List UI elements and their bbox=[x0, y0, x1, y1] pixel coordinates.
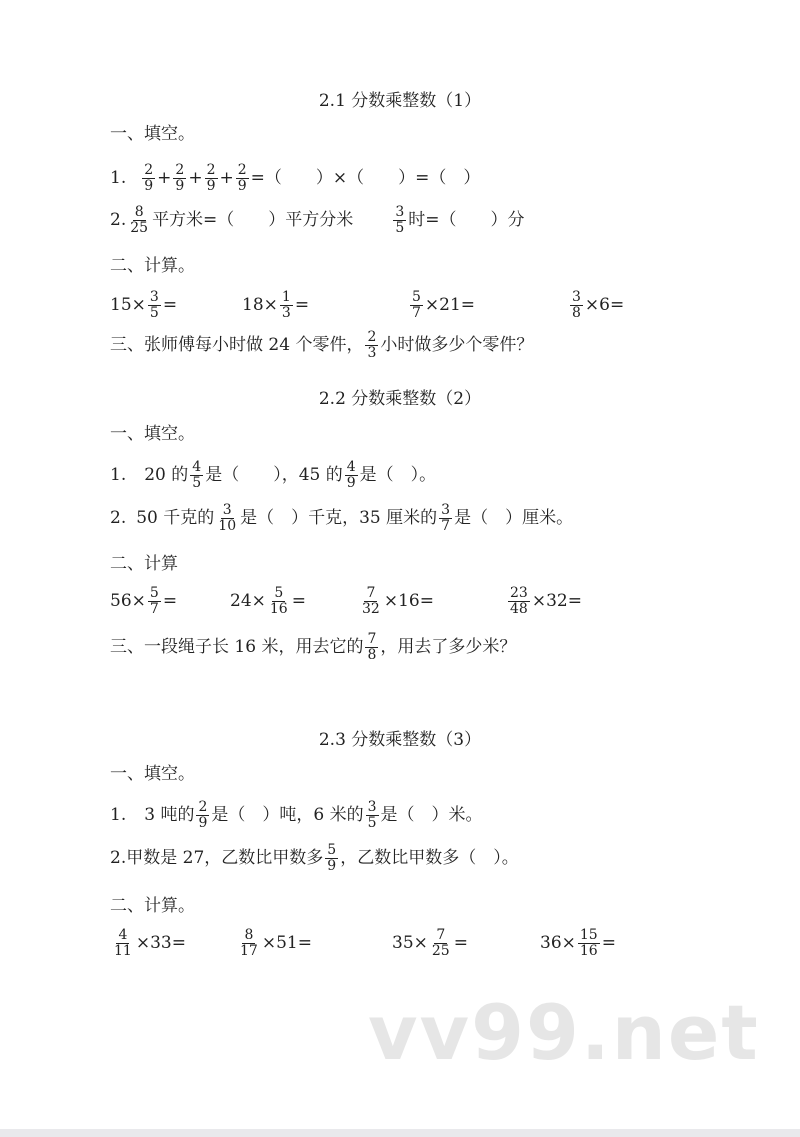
calc-item: 24× $\frac{5}{16}$ = bbox=[230, 585, 306, 617]
fraction: $\frac{2}{9}$ bbox=[206, 162, 216, 194]
question-2: 2. $\frac{8}{25}$ 平方米=（ ）平方分米 $\frac{3}{5}$ 时=（ ）分 bbox=[110, 204, 525, 236]
fraction: $\frac{5}{7}$ bbox=[412, 289, 421, 321]
calc-item: $\frac{23}{48}$ ×32= bbox=[510, 585, 582, 617]
question-1: 1. $\frac{2}{9}$ + $\frac{2}{9}$ + $\frac{2}{9}$ + $\frac{2}{9}$ =（ ）×（ ）=（ ） bbox=[110, 162, 481, 194]
fraction: $\frac{3}{5}$ bbox=[149, 289, 159, 321]
calc-item: 56× $\frac{5}{7}$ = bbox=[110, 585, 178, 617]
calc-item: $\frac{7}{32}$ ×16= bbox=[362, 585, 434, 617]
fraction: $\frac{3}{8}$ bbox=[572, 289, 581, 321]
fraction: $\frac{8}{25}$ bbox=[130, 204, 149, 236]
fraction: $\frac{2}{9}$ bbox=[144, 162, 154, 194]
question-number: 2. bbox=[110, 847, 127, 868]
fraction: $\frac{5}{7}$ bbox=[149, 585, 159, 617]
calc-item: 18× $\frac{1}{3}$ = bbox=[242, 289, 310, 321]
answer-blanks: =（ ）×（ ）=（ ） bbox=[250, 167, 481, 188]
section-title: 2.3 分数乘整数（3） bbox=[318, 730, 482, 750]
calc-item: 36× $\frac{15}{16}$ = bbox=[540, 927, 616, 959]
fill-in-heading: 一、填空。 bbox=[110, 424, 195, 444]
word-problem: 三、一段绳子长 16 米，用去它的 $\frac{7}{8}$ ，用去了多少米？ bbox=[110, 631, 517, 663]
section-title: 2.2 分数乘整数（2） bbox=[318, 389, 482, 409]
question-number: 2. bbox=[110, 507, 127, 528]
question-1: 1. 20 的 $\frac{4}{5}$ 是（ ），45 的 $\frac{4}{9}$ 是（ ）。 bbox=[110, 459, 437, 491]
question-2: 2. 50 千克的 $\frac{3}{10}$ 是（ ）千克，35 厘米的 $\frac{3}{7}$ 是（ ）厘米。 bbox=[110, 502, 574, 534]
fraction: $\frac{2}{9}$ bbox=[237, 162, 247, 194]
page-bottom-edge bbox=[0, 1129, 800, 1137]
watermark: vv99.net bbox=[368, 988, 760, 1077]
fraction: $\frac{2}{3}$ bbox=[367, 329, 377, 361]
calc-heading: 二、计算。 bbox=[110, 896, 195, 916]
fraction: $\frac{7}{8}$ bbox=[367, 631, 377, 663]
fraction: $\frac{7}{25}$ bbox=[431, 927, 450, 959]
fraction: $\frac{23}{48}$ bbox=[510, 585, 528, 617]
fraction: $\frac{2}{9}$ bbox=[175, 162, 185, 194]
fraction: $\frac{5}{9}$ bbox=[327, 842, 337, 874]
fraction: $\frac{4}{5}$ bbox=[192, 459, 202, 491]
calc-heading: 二、计算 bbox=[110, 554, 178, 574]
fraction: $\frac{3}{7}$ bbox=[441, 502, 451, 534]
calc-item: $\frac{4}{11}$ ×33= bbox=[114, 927, 186, 959]
fraction: $\frac{5}{16}$ bbox=[269, 585, 288, 617]
calc-item: $\frac{5}{7}$ ×21= bbox=[412, 289, 476, 321]
question-2: 2. 甲数是 27，乙数比甲数多 $\frac{5}{9}$ ，乙数比甲数多（ ）。 bbox=[110, 842, 519, 874]
question-number: 2. bbox=[110, 209, 127, 230]
fraction: $\frac{4}{11}$ bbox=[114, 927, 132, 959]
fraction: $\frac{3}{5}$ bbox=[367, 799, 377, 831]
calc-item: $\frac{3}{8}$ ×6= bbox=[572, 289, 625, 321]
question-number: 1. bbox=[110, 167, 127, 188]
fill-in-heading: 一、填空。 bbox=[110, 124, 195, 144]
fraction: $\frac{7}{32}$ bbox=[362, 585, 380, 617]
calc-item: $\frac{8}{17}$ ×51= bbox=[240, 927, 312, 959]
calc-item: 15× $\frac{3}{5}$ = bbox=[110, 289, 178, 321]
fraction: $\frac{15}{16}$ bbox=[579, 927, 598, 959]
fraction: $\frac{4}{9}$ bbox=[346, 459, 356, 491]
fraction: $\frac{2}{9}$ bbox=[198, 799, 208, 831]
section-title: 2.1 分数乘整数（1） bbox=[318, 91, 482, 111]
question-1: 1. 3 吨的 $\frac{2}{9}$ 是（ ）吨，6 米的 $\frac{3}{5}$ 是（ ）米。 bbox=[110, 799, 483, 831]
fraction: $\frac{3}{5}$ bbox=[395, 204, 405, 236]
calc-heading: 二、计算。 bbox=[110, 256, 195, 276]
question-number: 1. bbox=[110, 464, 127, 485]
calc-item: 35× $\frac{7}{25}$ = bbox=[392, 927, 468, 959]
fraction: $\frac{1}{3}$ bbox=[281, 289, 291, 321]
fill-in-heading: 一、填空。 bbox=[110, 764, 195, 784]
fraction: $\frac{8}{17}$ bbox=[240, 927, 258, 959]
question-number: 1. bbox=[110, 804, 127, 825]
word-problem: 三、张师傅每小时做 24 个零件， $\frac{2}{3}$ 小时做多少个零件？ bbox=[110, 329, 534, 361]
fraction: $\frac{3}{10}$ bbox=[218, 502, 237, 534]
